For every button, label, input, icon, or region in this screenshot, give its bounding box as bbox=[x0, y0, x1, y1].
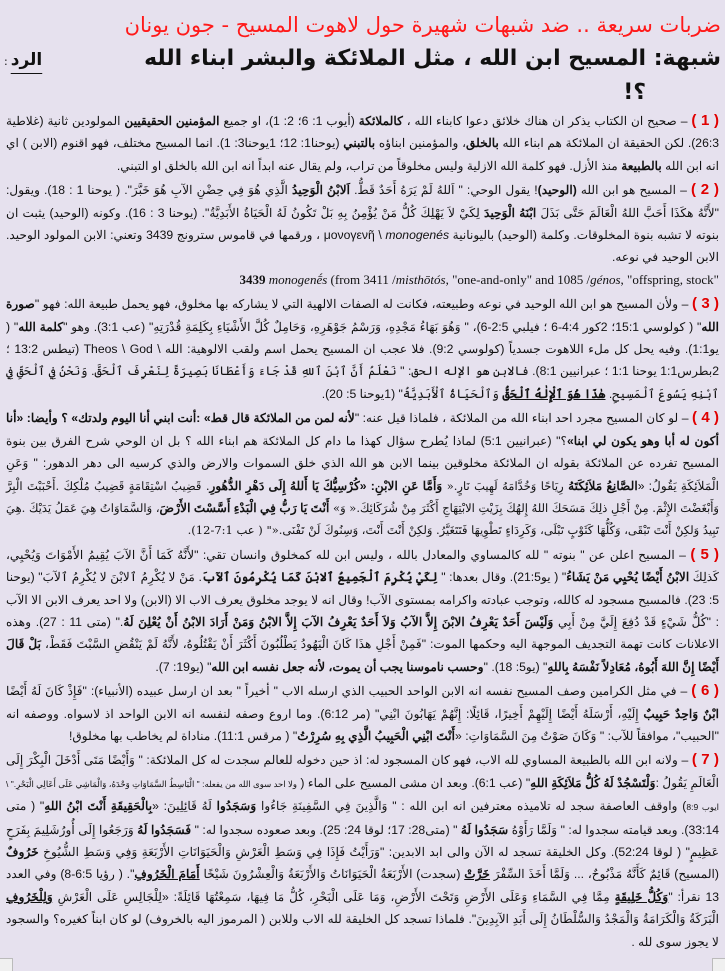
strongs-word: monogenḗs bbox=[268, 271, 328, 287]
text: الْبَرَكَةُ وَالْكَرَامَةُ وَالْمَجْدُ وَالسُّلْطَانُ إِلَى أَبَدِ الآبِدِينَ". فلماذا تسجد كل الخليقة لله الاب وللابن ( المرموز اليه بالخروف) لو كان ابناً كغيره؟ والسجود لا يجوز سوى لله . bbox=[6, 912, 719, 949]
question-text: المسيح ابن الله ، مثل الملائكة والبشر ابناء الله ؟! bbox=[144, 46, 647, 105]
text: ؟" (عبرانيين 5:1) لماذا يُطرح سؤال كهذا ما دام كل الملائكة هم ابناء الله ؟ بل ان الوحي شرح الفرق بين بنوة المسيح تفرده عن الملائكة بقوله ان الملائكة مخلوقين بينما الابن هو الله الذي خلق السموات والارض والذي كرسيه الى دهر الدهور: " وَعَنِ الْمَلاَئِكَةِ يَقُولُ: « bbox=[6, 433, 720, 493]
emphasis: المؤمنين الحقيقيين bbox=[124, 114, 220, 128]
text: ، وَحَامِلٌ كُلَّ الأَشْيَاءِ بِكَلِمَةِ قُدْرَتِهِ" (عب 3:1). وهو " bbox=[63, 319, 314, 334]
text: ، وَالسَّمَاوَاتُ هِيَ عَمَلُ يَدَيْكَ .هِيَ تَبِيدُ وَلكِنْ أَنْتَ تَبْقَى، وَكُلُّهَا كَثَوْبٍ تَبْلَى، وَكَرِدَاءٍ تَطْوِيهَا فَتَتَغَيَّرُ. وَلكِنْ أَنْتَ أَنْتَ، وَسِنُوكَ لَنْ تَفْنَى.«" ( عب 7:1-12). bbox=[6, 500, 719, 538]
emphasis: لِكَيْ يُكْرِمَ ٱلْجَمِيعُ ٱلابْنَ كَمَا يُكْرِمُونَ ٱلآبَ bbox=[201, 570, 438, 585]
emphasis: وَلَيْسَ أَحَدٌ يَعْرِفُ الابْنَ إِلاَّ الآبُ وَلاَ أَحَدٌ يَعْرِفُ الآبَ إِلاَّ الابْنُ وَمَنْ أَرَادَ الابْنُ أَنْ يُعْلِنَ لَهُ bbox=[123, 614, 554, 629]
reply-colon: : bbox=[4, 55, 8, 68]
emphasis: بالخلق bbox=[466, 136, 499, 151]
emphasis: سَجَدُوا لَهُ bbox=[460, 822, 509, 837]
text: " ( متى 33:14). وبعد قيامته سجدوا له: " وَلَمَّا رَأَوْهُ bbox=[6, 799, 719, 837]
emphasis: أَنْتَ ابْنِي الْحَبِيبُ الَّذِي بِهِ سُرِرْتُ bbox=[297, 728, 456, 743]
emphasis: خَرُوفٌ bbox=[6, 845, 39, 859]
text: لِكَيْ لاَ يَهْلِكَ كُلُّ مَنْ يُؤْمِنُ بِهِ بَلْ تَكُونُ لَهُ الْحَيَاةُ الأَبَدِيَّةُ". (يوحنا 3 : 16). وكونه (الوحيد) يثبت ان بنوته لا تشبه بنوة المخلوقات. وكلمة (الوحيد) باليونانية μονογενῆ \ bbox=[6, 205, 720, 243]
text: – ولأن المسيح هو ابن الله الوحيد في نوعه وطبيعته، فكانت له الصفات الالهية التي لا يشاركه بها مخلوق، فهو يحمل طبيعة الله: فهو " bbox=[34, 297, 692, 312]
emphasis: وَكُلُّ خَلِيقَةٍ bbox=[614, 889, 669, 904]
emphasis: صورة الله bbox=[6, 297, 719, 334]
text: " ( كولوسي 15:1؛ 2كور 4:4-6 ؛ فيلبي 2:5-6)، " وَهُوَ بَهَاءُ مَجْدِهِ، وَرَسْمُ جَوْهَرِهِ bbox=[313, 319, 702, 334]
point-number: ( 2 ) bbox=[690, 181, 719, 199]
text: الَّذِي هُوَ فِي حِضْنِ الآبِ هُوَ خَبَّرَ". ( يوحنا 1 : 18). ويقول: "لأَنَّهُ هكَذَا أَحَبَّ اللهُ الْعَالَمَ حَتَّى بَذَلَ bbox=[6, 183, 719, 220]
text: منذ الأزل. فهو كلمة الله الازلية وليس مخلوقاً من تراب، ولم يقال عنه ابداً انه ابن الله بالخلق او التبني. bbox=[116, 158, 622, 173]
text: ". ( رؤيا 6:5-8) وفي العدد 13 نقرأ: " bbox=[6, 867, 719, 904]
point-5 bbox=[4, 544, 721, 678]
text: – المسيح هو ابن الله bbox=[576, 183, 691, 198]
text: – ولانه ابن الله بالطبيعة المساوي لله الاب، فهو كان المسجود له: اذ حين دخوله للعالم سجدت له كل الملائكة: " وَأَيْضًا مَتَى أَدْخَلَ الْبِكْرَ إِلَى الْعَالَمِ يَقُولُ : bbox=[6, 753, 719, 790]
text: " (عب 6:1). وبعد ان مشى المسيح على الماء ( bbox=[297, 775, 531, 790]
text: ، ورقمها في قاموس سترونج 3439 وتعني: الابن المولود الوحيد. الابن الوحيد في نوعه. bbox=[6, 228, 719, 265]
text: مِمَّا فِي السَّمَاءِ وَعَلَى الأَرْضِ وَتَحْتَ الأَرْضِ، وَمَا عَلَى الْبَحْرِ، كُلُّ مَا فِيهَا، سَمِعْتُهَا قَائِلَةً: «لِلْجَالِسِ عَلَى الْعَرْشِ bbox=[52, 889, 615, 904]
text: (أيوب 1: 6؛ 2: 1)، او جميع bbox=[219, 114, 359, 128]
text: " (متى28: 17؛ لوقا 24: 25). وبعد صعوده سجدوا له: " bbox=[191, 822, 461, 837]
emphasis: كلمة الله bbox=[18, 319, 64, 334]
point-number: ( 1 ) bbox=[691, 112, 719, 129]
strongs-word: génos bbox=[590, 271, 621, 287]
text: ! يقول الوحي: " اَللهُ لَمْ يَرَهُ أَحَدٌ قَطُّ. bbox=[350, 183, 538, 198]
emphasis: ابْنٌ وَاحِدٌ حَبِيبٌ bbox=[643, 706, 719, 721]
point-number: ( 4 ) bbox=[692, 409, 719, 427]
strongs-word: misthōtós bbox=[395, 271, 446, 287]
point-4 bbox=[4, 407, 721, 541]
text: المولودين ثانية (غلاطية 26:3). لكن الحقيقة ان الملائكة هم ابناء الله bbox=[6, 114, 720, 151]
point-3 bbox=[4, 293, 721, 405]
text: ." (متى 11 : 27). وهذه الاعلانات كانت تهمة التجديف الموجهة اليه وحكمها الموت: "فَمِنْ أَجْلِ هذَا كَانَ الْيَهُودُ يَطْلُبُونَ أَكْثَرَ أَنْ يَقْتُلُوهُ، لأَنَّهُ لَمْ يَنْقُضِ السَّبْتَ فَقَطْ، bbox=[6, 614, 719, 652]
emphasis: وحسب ناموسنا يجب أن يموت، لأنه جعل نفسه ابن الله bbox=[211, 659, 484, 674]
strongs-number: 3439 bbox=[239, 271, 266, 287]
reply-heading: الرد bbox=[10, 50, 43, 70]
article-title: ضربات سريعة .. ضد شبهات شهيرة حول لاهوت المسيح - جون يونان bbox=[124, 13, 721, 37]
emphasis: أَمَامَ الْخَرُوفِ bbox=[134, 867, 200, 882]
text: " ( يو21:5). وقال بعدها: " bbox=[437, 570, 567, 585]
emphasis: ابْنَهُ الْوَحِيدَ bbox=[484, 205, 537, 220]
emphasis: أَنْتَ يَا رَبُّ فِي الْبَدْءِ أَسَّسْتَ الأَرْضَ bbox=[159, 500, 330, 515]
emphasis: كالملائكة bbox=[358, 114, 403, 128]
text: ) واوقف العاصفة سجد له تلاميذه معترفين انه ابن الله : " وَالَّذِينَ فِي السَّفِينَةِ جَاءُوا bbox=[256, 799, 687, 814]
point-number: ( 3 ) bbox=[692, 295, 719, 313]
point-number: ( 7 ) bbox=[691, 751, 720, 769]
parenthetical-note: ولا احد سوى الله من يفعله: " الْبَاسِطُ السَّمَاوَاتِ وَحْدَهُ، وَالْمَاشِي عَلَى أَعَالِي الْبَحْرِ." \ ايوب 8:9 bbox=[6, 778, 720, 813]
point-7 bbox=[4, 749, 721, 953]
point-6 bbox=[4, 680, 721, 747]
question-heading bbox=[4, 42, 721, 110]
text: . مَنْ لا يُكْرِمُ ٱلابْنَ لا يُكْرِمُ ٱلآبَ" (يوحنا 5: 23). فالمسيح مسجود له كالله، وتوجب عبادته واكرامه بمستوى الآب! وقال انه لا يوجد مخلوق يعرف الاب الا (الابن) ولا احد يعرف الابن الا الآب : "كُلُّ شَيْءٍ قَدْ دُفِعَ إِلَيَّ مِنْ أَبِي bbox=[6, 570, 719, 629]
text: ، والمؤمنين ابناؤه bbox=[375, 136, 467, 151]
text: . قَضِيبُ اسْتِقَامَةٍ قَضِيبُ مُلْكِكَ .أَحْبَبْتَ الْبِرَّ وَأَبْغَضْتَ الإِثْمَ. مِنْ أَجْلِ ذلِكَ مَسَحَكَ اللهُ إِلهُكَ بِزَيْتِ الابْتِهَاجِ أَكْثَرَ مِنْ شُرَكَائِكَ.« وَ» bbox=[6, 478, 719, 515]
emphasis: بِالْحَقِيقَةِ أَنْتَ ابْنُ اللهِ bbox=[44, 799, 153, 814]
text: لَهُ قَائِلِينَ: « bbox=[152, 799, 217, 814]
emphasis: فَسَجَدُوا لَهُ bbox=[137, 822, 192, 837]
text: (سجدت) الأَرْبَعَةُ الْحَيَوَانَاتُ وَالأَرْبَعَةُ وَالْعِشْرُونَ شَيْخًا bbox=[199, 867, 465, 882]
text: (from 3411 / bbox=[327, 271, 396, 287]
text: , "offspring, stock" bbox=[620, 271, 719, 287]
emphasis: بالطبيعة bbox=[621, 158, 662, 173]
text: (المسيح) قَائِمٌ كَأَنَّهُ مَذْبُوحٌ، ... وَلَمَّا أَخَذَ السِّفْرَ bbox=[489, 867, 719, 882]
text: " ( يو1:1). وفيه يحل كل ملء اللاهوت جسدياً (كولوسي 9:2). فلا عجب ان المسيح يحمل اسم ولقب الالوهية: الله \ Theos \ God (تيطس 13:2 ؛ 2بطرس1:1 يوحنا 1:1 ؛ عبرانيين 8:1). فالابن هو الإله الحق: " نَعْلَمُ أَنَّ ٱبْنَ ٱللهِ قَدْ جَاءَ وَأَعْطَانَا بَصِيرَةً لِنَعْرِفَ ٱلْحَقَّ. وَنَحْنُ فِي ٱلْحَقِّ فِي ٱبْنِهِ يَسُوعَ ٱلْمَسِيحِ. bbox=[6, 319, 720, 401]
resize-handle[interactable] bbox=[0, 958, 13, 971]
emphasis: لأنه لمن من الملائكة قال قط» :أنت ابني أنا اليوم ولدتك» ؟ وأيضا: «أنا أكون له أبا وهو يكون لي ابنا» bbox=[6, 411, 719, 448]
text: " (يو19: 7). bbox=[155, 659, 212, 674]
text: – صحيح ان الكتاب يذكر ان هناك خلائق دعوا كابناء الله ، bbox=[402, 114, 692, 128]
emphasis: هٰذَا هُوَ ٱلْإِلٰهُ ٱلْحَقُّ bbox=[502, 386, 606, 401]
emphasis: (الوحيد) bbox=[537, 183, 577, 198]
emphasis: وَسَجَدُوا bbox=[216, 799, 257, 814]
emphasis: اَلابْنُ الْوَحِيدُ bbox=[291, 183, 351, 198]
point-2 bbox=[4, 179, 721, 291]
strongs-definition bbox=[240, 272, 719, 287]
point-number: ( 6 ) bbox=[691, 682, 719, 700]
emphasis: خَرَّتْ bbox=[464, 867, 490, 882]
point-1 bbox=[4, 110, 721, 177]
text: – المسيح اعلن عن " بنوته " لله كالمساوي والمعادل بالله ، وليس ابن لله كمخلوق وانسان تقي: "لأَنَّهُ كَمَا أَنَّ الآبَ يُقِيمُ الأَمْوَاتَ وَيُحْيِي، كَذلِكَ bbox=[6, 547, 719, 585]
text: " ( مرقس 11:1). مناداة لم يخاطب بها مخلوق! bbox=[68, 728, 298, 743]
greek-transliteration: monogenés bbox=[385, 228, 450, 243]
text: وَرَجَعُوا إِلَى أُورُشَلِيمَ بِفَرَحٍ عَظِيمٍ" ( لوقا 52:24). وكل الخليقة تسجد له الآن والى ابد الابدين: "وَرَأَيْتُ فَإِذَا فِي وَسَطِ الْعَرْشِ وَالْحَيَوَانَاتِ الأَرْبَعَةِ وَفِي وَسَطِ الشُّيُوخِ bbox=[6, 822, 720, 859]
text: رِيَاحًا وَخُدَّامَهُ لَهِيبَ نَارٍ.« bbox=[442, 478, 569, 493]
point-number: ( 5 ) bbox=[690, 545, 719, 563]
text: – لو كان المسيح مجرد احد ابناء الله من الملائكة ، فلماذا قيل عنه: " bbox=[354, 411, 693, 426]
text: (يوحنا1: 12؛ 1يوحنا3: 1). انما المسيح مختلف، فهو اقنوم (الابن ) اي انه ابن الله bbox=[6, 136, 719, 173]
emphasis: بالتبني bbox=[343, 136, 376, 151]
emphasis: الابْنُ أَيْضًا يُحْيِي مَنْ يَشَاءُ bbox=[566, 570, 690, 585]
text: – في مثل الكرامين وصف المسيح نفسه انه الابن الواحد الحبيب الذي ارسله الاب " أخيراً " بعد ان ارسل عبيده (الأنبياء): "فَإِذْ كَانَ لَهُ أَيْضًا bbox=[6, 684, 692, 699]
text: " (يو5: 18). " bbox=[483, 659, 548, 674]
emphasis: وَلْتَسْجُدْ لَهُ كُلُّ مَلاَئِكَةِ اللهِ bbox=[530, 775, 656, 790]
text: إِلَيْهِ، أَرْسَلَهُ أَيْضًا إِلَيْهِمْ أَخِيرًا، قَائِلًا: إِنَّهُمْ يَهَابُونَ ابْنِي" (مر 6:12). وما اروع وصفه لنفسه انه الابن الواحد اذ لاسواه. ووصفه انه "الحبيب"، موافقاً للآب: " وَكَانَ صَوْتٌ مِنَ السَّمَاوَاتِ: « bbox=[6, 706, 719, 743]
emphasis: وَأَمَّا عَنِ الابْنِ: «كُرْسِيُّكَ يَا أَللهُ إِلَى دَهْرِ الدُّهُورِ bbox=[209, 478, 443, 493]
emphasis: وَلِلْخَرُوفِ bbox=[6, 889, 53, 904]
emphasis: بَلْ قَالَ أَيْضًا إِنَّ اللهَ أَبُوهُ، مُعَادِلاً نَفْسَهُ بِاللهِ bbox=[6, 637, 719, 674]
emphasis: الصَّانِعُ مَلاَئِكَتَهُ bbox=[568, 478, 638, 493]
text: , "one-and-only" and 1085 / bbox=[445, 271, 591, 287]
text: وَٱلْحَيَاةُ ٱلْأَبَدِيَّةُ" (1يوحنا 5: 20). bbox=[321, 386, 503, 401]
resize-handle[interactable] bbox=[712, 958, 725, 971]
question-label: شبهة: bbox=[653, 46, 721, 71]
